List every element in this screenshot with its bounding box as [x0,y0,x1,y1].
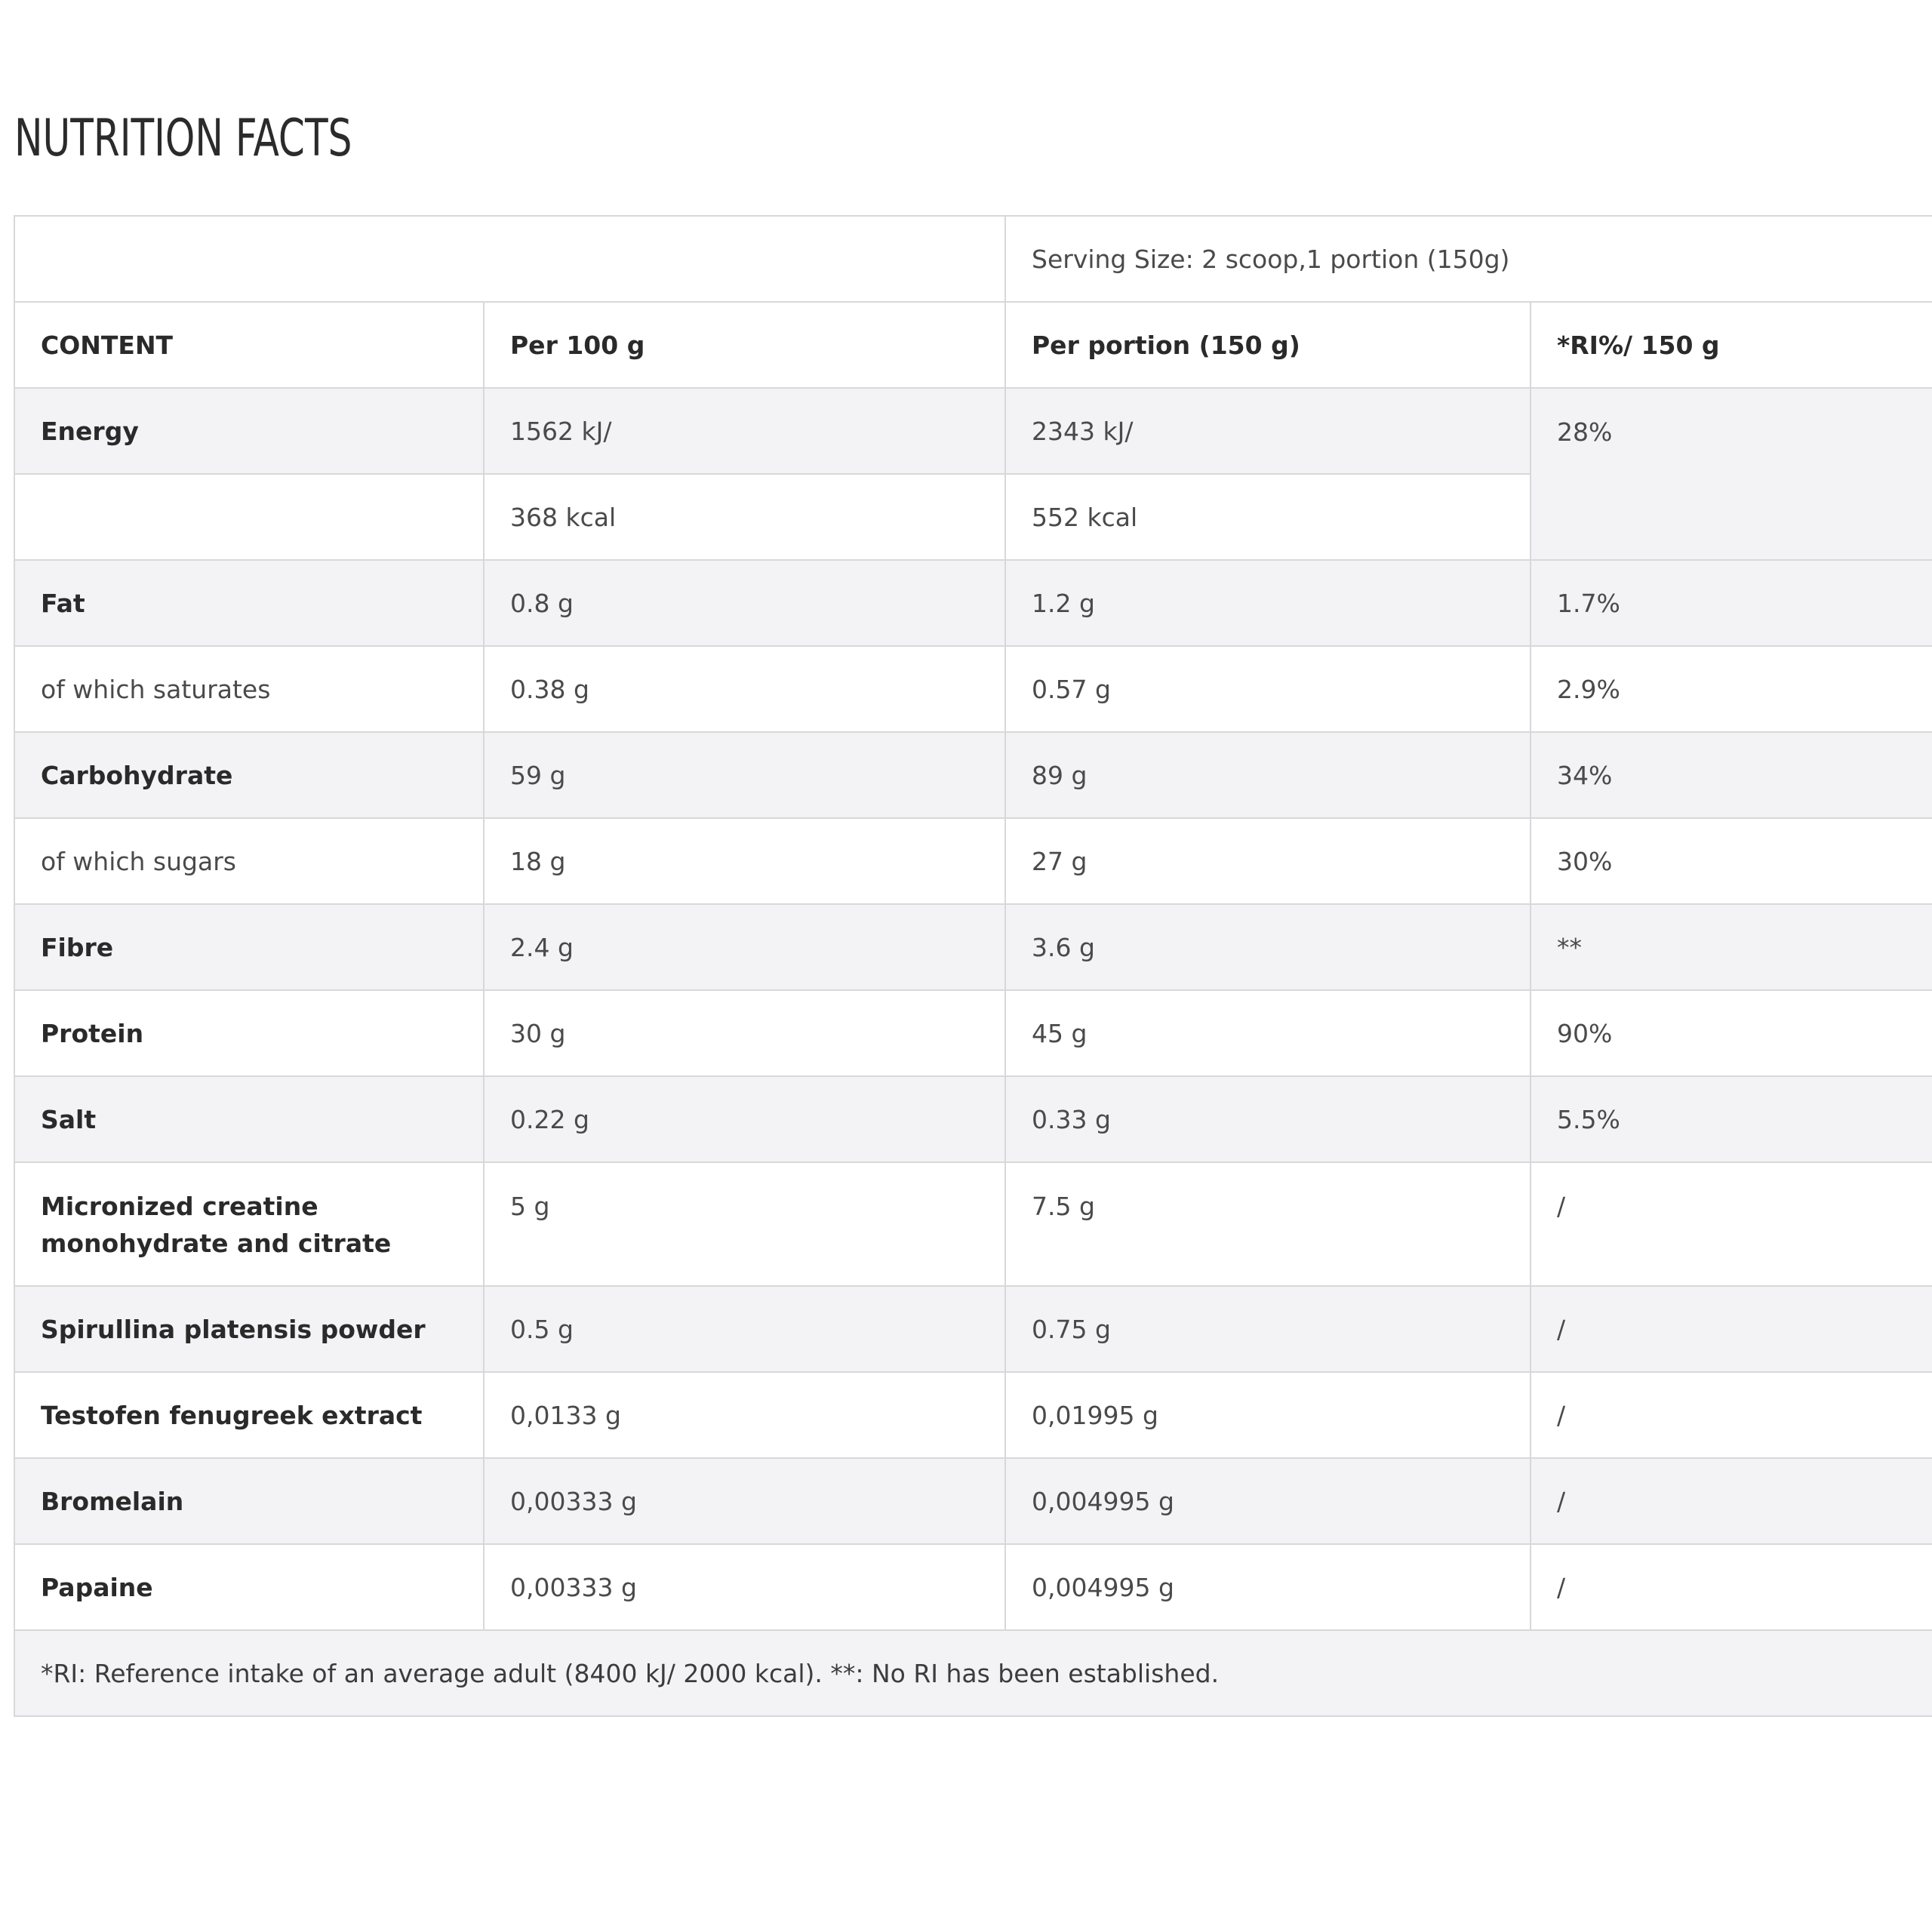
table-row [14,818,1932,904]
ri-value: / [1531,1544,1932,1630]
row-label: of which saturates [14,646,484,732]
page-title: NUTRITION FACTS [14,109,352,168]
ri-value: / [1531,1162,1932,1286]
empty-cell [14,474,484,560]
table-row [14,1458,1932,1544]
nutrition-table [14,215,1932,1717]
ri-value: 30% [1531,818,1932,904]
ri-value: 90% [1531,990,1932,1076]
row-label: Micronized creatine monohydrate and citrate [14,1162,484,1286]
per-100g-value: 1562 kJ/ [484,388,1005,474]
table-row [14,1162,1932,1286]
ri-value: 28% [1531,388,1932,560]
per-portion-value: 552 kcal [1005,474,1531,560]
row-label: Fibre [14,904,484,990]
ri-value: 1.7% [1531,560,1932,646]
row-label: Carbohydrate [14,732,484,818]
table-row [14,1544,1932,1630]
per-portion-value: 0,004995 g [1005,1544,1531,1630]
per-100g-value: 18 g [484,818,1005,904]
serving-size: Serving Size: 2 scoop,1 portion (150g) [1005,216,1932,302]
footnote: *RI: Reference intake of an average adult (8400 kJ/ 2000 kcal). **: No RI has been established. [14,1630,1932,1716]
per-portion-value: 0,01995 g [1005,1372,1531,1458]
row-label: Salt [14,1076,484,1162]
per-100g-value: 368 kcal [484,474,1005,560]
empty-cell [14,216,1005,302]
ri-value: 2.9% [1531,646,1932,732]
ri-value: / [1531,1458,1932,1544]
per-portion-value: 2343 kJ/ [1005,388,1531,474]
per-100g-value: 59 g [484,732,1005,818]
per-portion-value: 0.57 g [1005,646,1531,732]
table-row [14,646,1932,732]
header-content: CONTENT [14,302,484,388]
per-100g-value: 2.4 g [484,904,1005,990]
header-ri: *RI%/ 150 g [1531,302,1932,388]
per-portion-value: 0,004995 g [1005,1458,1531,1544]
per-portion-value: 7.5 g [1005,1162,1531,1286]
per-portion-value: 0.33 g [1005,1076,1531,1162]
per-portion-value: 3.6 g [1005,904,1531,990]
table-row [14,732,1932,818]
row-label: Spirullina platensis powder [14,1286,484,1372]
footnote-row [14,1630,1932,1716]
per-100g-value: 0.38 g [484,646,1005,732]
table-row [14,1076,1932,1162]
row-label: Fat [14,560,484,646]
per-100g-value: 0.5 g [484,1286,1005,1372]
per-portion-value: 89 g [1005,732,1531,818]
table-row [14,560,1932,646]
per-100g-value: 0,0133 g [484,1372,1005,1458]
header-per-100g: Per 100 g [484,302,1005,388]
row-label: Testofen fenugreek extract [14,1372,484,1458]
row-label: Energy [14,388,484,474]
table-row [14,904,1932,990]
table-row [14,1372,1932,1458]
header-row [14,302,1932,388]
row-label: Protein [14,990,484,1076]
serving-size-row [14,216,1932,302]
row-label: Papaine [14,1544,484,1630]
ri-value: 5.5% [1531,1076,1932,1162]
per-100g-value: 30 g [484,990,1005,1076]
ri-value: ** [1531,904,1932,990]
per-portion-value: 1.2 g [1005,560,1531,646]
per-portion-value: 45 g [1005,990,1531,1076]
per-100g-value: 0,00333 g [484,1458,1005,1544]
ri-value: / [1531,1372,1932,1458]
table-row [14,1286,1932,1372]
header-per-portion: Per portion (150 g) [1005,302,1531,388]
row-label: Bromelain [14,1458,484,1544]
table-row-energy-kj [14,388,1932,474]
per-portion-value: 0.75 g [1005,1286,1531,1372]
per-100g-value: 5 g [484,1162,1005,1286]
per-100g-value: 0.22 g [484,1076,1005,1162]
table-row [14,990,1932,1076]
per-portion-value: 27 g [1005,818,1531,904]
per-100g-value: 0.8 g [484,560,1005,646]
row-label: of which sugars [14,818,484,904]
per-100g-value: 0,00333 g [484,1544,1005,1630]
ri-value: / [1531,1286,1932,1372]
ri-value: 34% [1531,732,1932,818]
